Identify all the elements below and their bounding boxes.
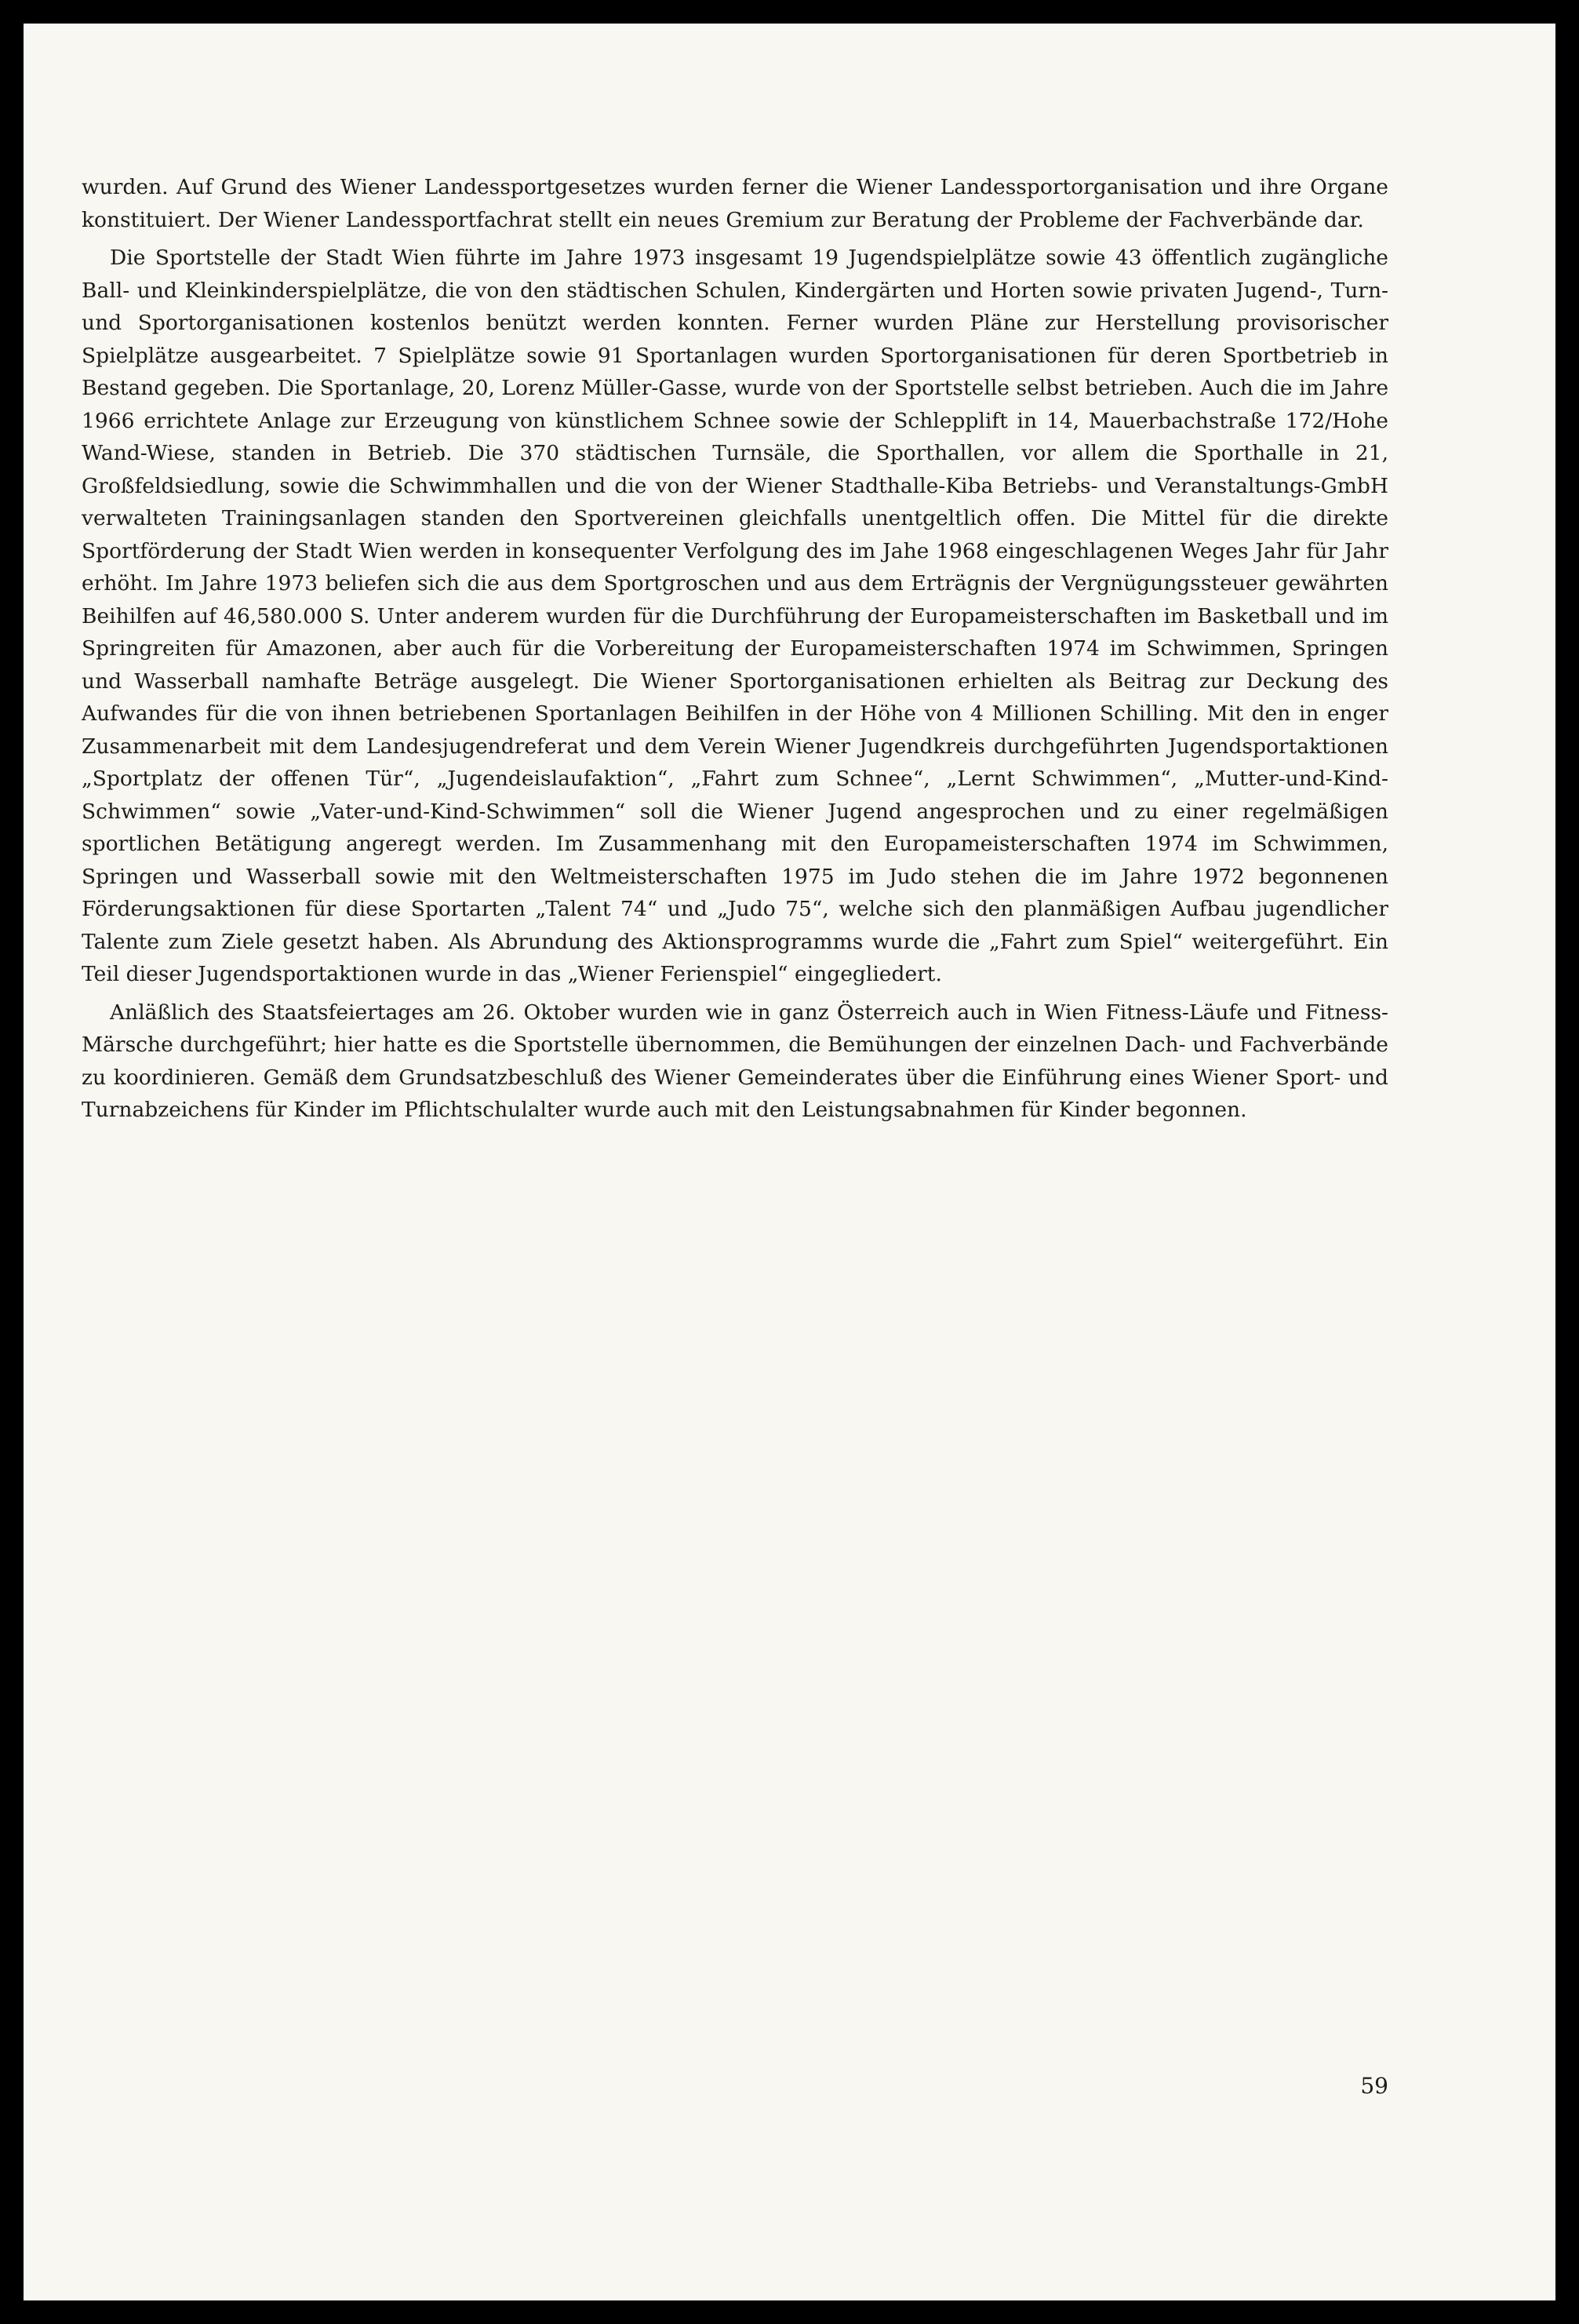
- body-text: [82, 171, 1388, 1132]
- page-number: 59: [1360, 2073, 1388, 2099]
- paragraph-continuation: wurden. Auf Grund des Wiener Landessportgesetzes wurden ferner die Wiener Landessportorganisation und ihre Organe konstituiert. Der Wiener Landessportfachrat stellt ein neues Gremium zur Beratung der Probleme der Fachverbände dar.: [82, 175, 1388, 232]
- paragraph-sportstelle: Die Sportstelle der Stadt Wien führte im Jahre 1973 insgesamt 19 Jugendspielplätze sowie 43 öffentlich zugängliche Ball- und Kleinkinderspielplätze, die von den städtischen Schulen, Kindergärten und Horten sowie privaten Jugend-, Turn- und Sportorganisationen kostenlos benützt werden konnten. Ferner wurden Pläne zur Herstellung provisorischer Spielplätze ausgearbeitet. 7 Spielplätze sowie 91 Sportanlagen wurden Sportorganisationen für deren Sportbetrieb in Bestand gegeben. Die Sportanlage, 20, Lorenz Müller-Gasse, wurde von der Sportstelle selbst betrieben. Auch die im Jahre 1966 errichtete Anlage zur Erzeugung von künstlichem Schnee sowie der Schlepplift in 14, Mauerbachstraße 172/Hohe Wand-Wiese, standen in Betrieb. Die 370 städtischen Turnsäle, die Sporthallen, vor allem die Sporthalle in 21, Großfeldsiedlung, sowie die Schwimmhallen und die von der Wiener Stadthalle-Kiba Betriebs- und Veranstaltungs-GmbH verwalteten Trainingsanlagen standen den Sportvereinen gleichfalls unentgeltlich offen. Die Mittel für die direkte Sportförderung der Stadt Wien werden in konsequenter Verfolgung des im Jahe 1968 eingeschlagenen Weges Jahr für Jahr erhöht. Im Jahre 1973 beliefen sich die aus dem Sportgroschen und aus dem Erträgnis der Vergnügungssteuer gewährten Beihilfen auf 46,580.000 S. Unter anderem wurden für die Durchführung der Europameisterschaften im Basketball und im Springreiten für Amazonen, aber auch für die Vorbereitung der Europameisterschaften 1974 im Schwimmen, Springen und Wasserball namhafte Beträge ausgelegt. Die Wiener Sportorganisationen erhielten als Beitrag zur Deckung des Aufwandes für die von ihnen betriebenen Sportanlagen Beihilfen in der Höhe von 4 Millionen Schilling. Mit den in enger Zusammenarbeit mit dem Landesjugendreferat und dem Verein Wiener Jugendkreis durchgeführten Jugendsportaktionen „Sportplatz der offenen Tür“, „Jugendeislaufaktion“, „Fahrt zum Schnee“, „Lernt Schwimmen“, „Mutter-und-Kind-Schwimmen“ sowie „Vater-und-Kind-Schwimmen“ soll die Wiener Jugend angesprochen und zu einer regelmäßigen sportlichen Betätigung angeregt werden. Im Zusammenhang mit den Europameisterschaften 1974 im Schwimmen, Springen und Wasserball sowie mit den Weltmeisterschaften 1975 im Judo stehen die im Jahre 1972 begonnenen Förderungsaktionen für diese Sportarten „Talent 74“ und „Judo 75“, welche sich den planmäßigen Aufbau jugendlicher Talente zum Ziele gesetzt haben. Als Abrundung des Aktionsprogramms wurde die „Fahrt zum Spiel“ weitergeführt. Ein Teil dieser Jugendsportaktionen wurde in das „Wiener Ferienspiel“ eingegliedert.: [82, 246, 1388, 986]
- document-page: [24, 24, 1555, 2300]
- paragraph-staatsfeiertag: Anläßlich des Staatsfeiertages am 26. Oktober wurden wie in ganz Österreich auch in Wien Fitness-Läufe und Fitness-Märsche durchgeführt; hier hatte es die Sportstelle übernommen, die Bemühungen der einzelnen Dach- und Fachverbände zu koordinieren. Gemäß dem Grundsatzbeschluß des Wiener Gemeinderates über die Einführung eines Wiener Sport- und Turnabzeichens für Kinder im Pflichtschulalter wurde auch mit den Leistungsabnahmen für Kinder begonnen.: [82, 1000, 1388, 1122]
